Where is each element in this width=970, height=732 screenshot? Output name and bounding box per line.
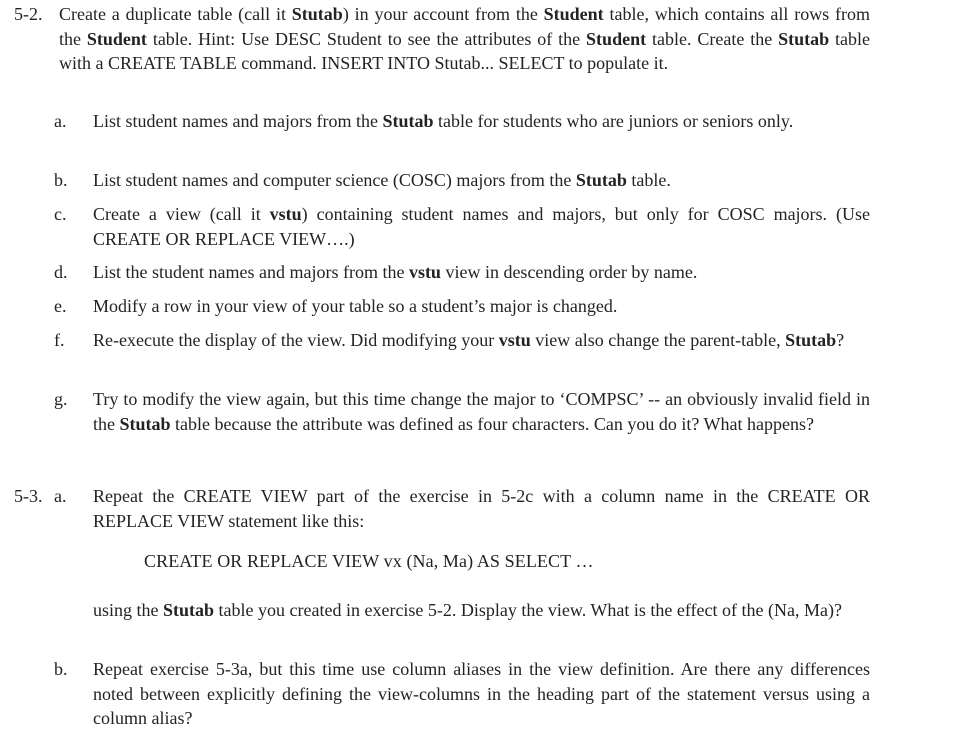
exercise-number: 5-3. xyxy=(14,486,43,506)
item-label: f. xyxy=(54,330,65,350)
list-item xyxy=(54,484,870,533)
item-label: a. xyxy=(54,486,67,506)
list-item xyxy=(54,109,870,134)
item-label: b. xyxy=(54,170,68,190)
list-item xyxy=(54,202,870,251)
list-item xyxy=(54,168,870,193)
code-sample: CREATE OR REPLACE VIEW vx (Na, Ma) AS SELECT … xyxy=(144,551,594,571)
item-label: d. xyxy=(54,262,68,282)
item-label: a. xyxy=(54,111,67,131)
item-text: Repeat the CREATE VIEW part of the exercise in 5-2c with a column name in the CREATE OR REPLACE VIEW statement like this: xyxy=(93,486,870,531)
list-item xyxy=(54,260,870,285)
item-label: b. xyxy=(54,659,68,679)
list-item xyxy=(54,328,870,353)
item-label: g. xyxy=(54,389,68,409)
item-text: List student names and computer science (COSC) majors from the Stutab table. xyxy=(93,170,671,190)
list-item xyxy=(54,294,870,319)
item-text: Repeat exercise 5-3a, but this time use column aliases in the view definition. Are there any differences noted between explicitly defining the view-columns in the heading part of the statement versus using a column alias? xyxy=(93,659,870,728)
item-text: Re-execute the display of the view. Did modifying your vstu view also change the parent-table, Stutab? xyxy=(93,330,845,350)
item-text: Modify a row in your view of your table so a student’s major is changed. xyxy=(93,296,618,316)
item-text: List the student names and majors from the vstu view in descending order by name. xyxy=(93,262,698,282)
exercise-number: 5-2. xyxy=(14,4,43,24)
list-item xyxy=(54,387,870,436)
item-text: List student names and majors from the Stutab table for students who are juniors or seniors only. xyxy=(93,111,794,131)
item-text: Create a view (call it vstu) containing student names and majors, but only for COSC majors. (Use CREATE OR REPLACE VIEW….) xyxy=(93,204,870,249)
item-text: using the Stutab table you created in exercise 5-2. Display the view. What is the effect of the (Na, Ma)? xyxy=(93,600,842,620)
item-label: e. xyxy=(54,296,67,316)
list-item-continuation xyxy=(54,598,870,623)
exercise-5-2 xyxy=(14,2,870,76)
item-text: Try to modify the view again, but this time change the major to ‘COMPSC’ -- an obviously invalid field in the Stutab table because the attribute was defined as four characters. Can you do it? What happens? xyxy=(93,389,870,434)
item-label: c. xyxy=(54,204,67,224)
exercise-intro: Create a duplicate table (call it Stutab) in your account from the Student table, which contains all rows from the Student table. Hint: Use DESC Student to see the attributes of the Student table. Create the Stutab table with a CREATE TABLE command. INSERT INTO Stutab... SELECT to populate it. xyxy=(59,4,870,73)
list-item xyxy=(54,657,870,731)
